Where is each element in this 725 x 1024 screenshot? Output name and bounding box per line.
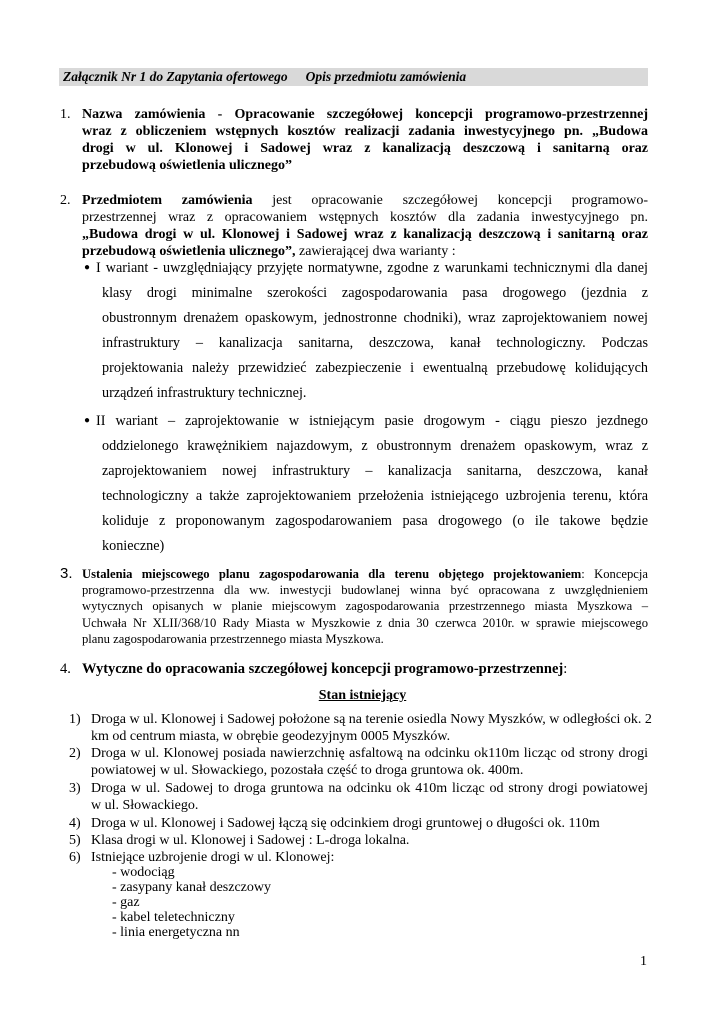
page-number: 1 (640, 954, 647, 969)
list-item-line: Droga w ul. Klonowej posiada nawierzchnię asfaltową na odcinku ok110m licząc od strony drogi (91, 746, 648, 761)
list-item-line: Droga w ul. Klonowej i Sadowej położone są na terenie osiedla Nowy Myszków, w odległości ok. 2 (91, 712, 652, 727)
item-2-line1-rest: jest opracowanie szczegółowej koncepcji programowo- (272, 193, 648, 208)
list-item (91, 815, 648, 832)
item-1-number: 1. (60, 107, 71, 122)
item-2-text (82, 192, 648, 260)
item-2-title: „Budowa drogi w ul. Klonowej i Sadowej wraz z kanalizacją deszczową i sanitarną oraz (82, 227, 648, 242)
variant-1-line: projektowania należy przewidzieć zabezpieczenie i ewentualną przebudowę kolidujących (102, 360, 648, 376)
list-number: 2) (69, 746, 81, 761)
list-item-line: km od centrum miasta, w obrębie geodezyjnym 0005 Myszków. (91, 729, 451, 744)
item-3-number: 3. (60, 565, 73, 582)
item-2-number: 2. (60, 193, 71, 208)
variant-2-line: II wariant – zaprojektowanie w istniejącym pasie drogowym - ciągu pieszo jezdnego (96, 413, 648, 429)
list-number: 5) (69, 833, 81, 848)
item-2-line (82, 192, 648, 209)
list-item (91, 711, 652, 745)
variant-1-line: urządzeń infrastruktury technicznej. (102, 385, 307, 401)
item-1-line: drogi w ul. Klonowej i Sadowej wraz z kanalizacją deszczową i sanitarną oraz (82, 141, 648, 156)
item-1-text (82, 106, 648, 174)
variant-1-line: I wariant - uwzględniający przyjęte normatywne, zgodne z warunkami technicznymi dla danej (96, 260, 648, 276)
variant-2-line: konieczne) (102, 538, 165, 554)
section-title: Stan istniejący (318, 688, 407, 703)
header-right: Opis przedmiotu zamówienia (305, 69, 467, 84)
item-3-line (82, 566, 648, 582)
item-3-lead: Ustalenia miejscowego planu zagospodarowania dla terenu objętego projektowaniem (82, 567, 582, 581)
variant-1-line: infrastruktury – kanalizacja sanitarna, deszczowa, kanał technologiczny. Podczas (102, 335, 648, 351)
list-item (91, 832, 648, 849)
list-number: 1) (69, 712, 81, 727)
bullet-icon: ● (84, 262, 91, 273)
list-item (91, 780, 648, 814)
item-3-line: programowo-przestrzenna dla ww. inwestycji budowlanej winna być opracowana z uwzględnieniem (82, 583, 648, 598)
item-1-line: Nazwa zamówienia - Opracowanie szczegółowej koncepcji programowo-przestrzennej (82, 107, 648, 122)
utility-item: - gaz (112, 895, 140, 910)
item-2-lead: Przedmiotem zamówienia (82, 193, 253, 208)
item-2-line: przestrzennej wraz z opracowaniem wstępnych kosztów dla zadania inwestycyjnego pn. (82, 210, 648, 225)
item-4-title-bold: Wytyczne do opracowania szczegółowej koncepcji programowo-przestrzennej (82, 661, 564, 677)
item-1-line: przebudową oświetlenia ulicznego” (82, 158, 292, 173)
list-number: 3) (69, 781, 81, 796)
variant-2-line: koliduje z proponowanym zagospodarowaniem pasa drogowego (o ile takowe będzie (102, 513, 648, 529)
page-header (63, 68, 466, 86)
list-item (91, 745, 648, 779)
utility-item: - linia energetyczna nn (112, 925, 240, 940)
list-item (91, 849, 648, 866)
variant-2-text (96, 409, 648, 559)
item-4-title (82, 661, 648, 678)
header-left: Załącznik Nr 1 do Zapytania ofertowego (63, 69, 288, 84)
item-3-line: planu zagospodarowania przestrzennego miasta Myszkowa. (82, 631, 384, 646)
item-3-text (82, 566, 648, 647)
item-2-line4-rest: zawierającej dwa warianty : (295, 244, 456, 259)
item-2-title-end: przebudową oświetlenia ulicznego”, (82, 244, 296, 259)
item-2-line (82, 226, 648, 243)
variant-1-line: obustronnym drenażem opaskowym, jednostronne chodniki), wraz zaprojektowaniem nowej (102, 310, 648, 326)
item-4-title-rest: : (563, 661, 568, 677)
utility-item: - wodociąg (112, 865, 175, 880)
list-item-line: Klasa drogi w ul. Klonowej i Sadowej : L-droga lokalna. (91, 833, 410, 848)
item-3-line: Uchwała Nr XLII/368/10 Rady Miasta w Myszkowie z dnia 30 czerwca 2010r. w sprawie miejscowego (82, 615, 648, 630)
item-1-line: wraz z obliczeniem wstępnych kosztów realizacji zadania inwestycyjnego pn. „Budowa (82, 124, 648, 139)
variant-1-line: klasy drogi minimalne szerokości zagospodarowania pasa drogowego (jezdnia z (102, 285, 648, 301)
item-3-line1-rest: : Koncepcja (581, 567, 648, 581)
variant-2-line: oddzielonego krawężnikiem najazdowym, z obustronnym drenażem opaskowym, wraz z (102, 438, 648, 454)
variant-2-line: technologiczny a także zaprojektowaniem przełożenia istniejącego uzbrojenia terenu, która (102, 488, 648, 504)
list-number: 4) (69, 816, 81, 831)
bullet-icon: ● (84, 415, 91, 426)
list-item-line: Droga w ul. Sadowej to droga gruntowa na odcinku ok 410m licząc od strony drogi powiatowej (91, 781, 648, 796)
list-item-line: Istniejące uzbrojenie drogi w ul. Klonowej: (91, 850, 335, 865)
utility-item: - zasypany kanał deszczowy (112, 880, 271, 895)
list-item-line: w ul. Słowackiego. (91, 798, 199, 813)
variant-1-text (96, 256, 648, 406)
utility-item: - kabel teletechniczny (112, 910, 235, 925)
variant-2-line: zaprojektowaniem nowej infrastruktury – kanalizacja sanitarna, deszczowa, kanał (102, 463, 648, 479)
list-item-line: Droga w ul. Klonowej i Sadowej łączą się odcinkiem drogi gruntowej o długości ok. 110m (91, 816, 600, 831)
list-item-line: powiatowej w ul. Słowackiego, pozostała część to droga gruntowa ok. 400m. (91, 763, 524, 778)
item-3-line: wytycznych opisanych w planie miejscowym zagospodarowania przestrzennego miasta Myszkowa – (82, 599, 648, 614)
item-4-number: 4. (60, 661, 71, 677)
list-number: 6) (69, 850, 81, 865)
